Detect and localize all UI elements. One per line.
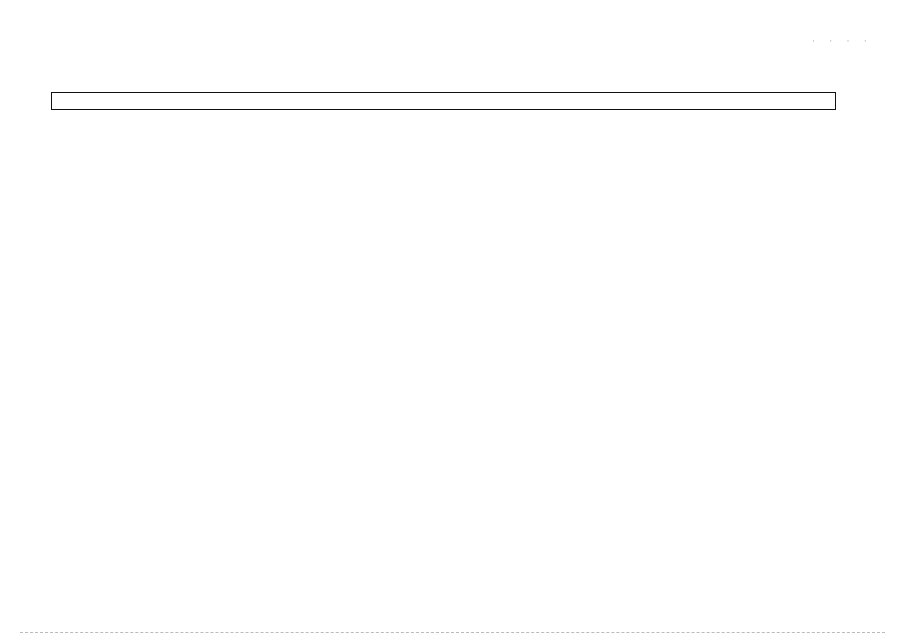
scan-edge-line	[20, 632, 885, 633]
table-header	[51, 92, 836, 110]
scan-speck: · · · ·	[812, 36, 873, 46]
